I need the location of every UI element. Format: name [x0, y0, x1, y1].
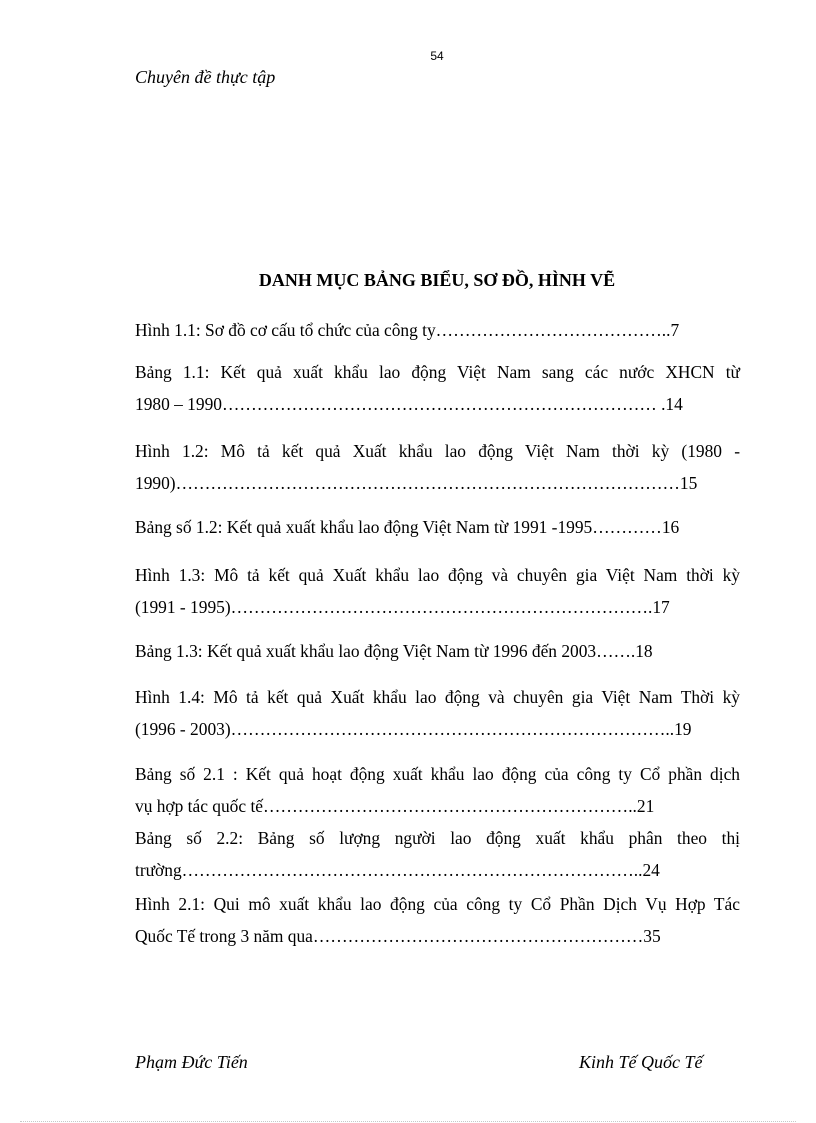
header-title: Chuyên đề thực tập [135, 67, 276, 87]
toc-entry [135, 314, 740, 346]
toc-entry-line: Hình 1.1: Sơ đồ cơ cấu tổ chức của công ty…………………………………..7 [135, 320, 680, 340]
toc-entry-line: Hình 1.2: Mô tả kết quả Xuất khẩu lao động Việt Nam thời kỳ (1980 - [135, 441, 740, 461]
toc-entry-line: 1990)……………………………………………………………………………15 [135, 473, 698, 493]
toc-entry-line: 1980 – 1990………………………………………………………………… .14 [135, 394, 683, 414]
footer-author: Phạm Đức Tiến [135, 1052, 248, 1072]
toc-entry [135, 559, 740, 623]
toc-entry-line: (1996 - 2003)…………………………………………………………………..19 [135, 719, 692, 739]
toc-heading: DANH MỤC BẢNG BIỂU, SƠ ĐỒ, HÌNH VẼ [258, 270, 616, 290]
toc-entry-line: Hình 1.3: Mô tả kết quả Xuất khẩu lao động và chuyên gia Việt Nam thời kỳ [135, 565, 740, 585]
toc-entry-line: Bảng 1.3: Kết quả xuất khẩu lao động Việt Nam từ 1996 đến 2003…….18 [135, 641, 653, 661]
toc-entry-line: Quốc Tế trong 3 năm qua…………………………………………………35 [135, 926, 661, 946]
toc-entry [135, 681, 740, 745]
toc-entry-line: Bảng số 2.1 : Kết quả hoạt động xuất khẩu lao động của công ty Cổ phần dịch [135, 764, 740, 784]
page-number: 54 [430, 49, 444, 63]
footer-department: Kinh Tế Quốc Tế [579, 1052, 703, 1072]
page-bottom-divider [20, 1121, 796, 1122]
toc-entry-line: (1991 - 1995)……………………………………………………………….17 [135, 597, 670, 617]
toc-entry [135, 888, 740, 952]
toc-entry-line: vụ hợp tác quốc tế………………………………………………………..21 [135, 796, 655, 816]
toc-entry-line: Bảng số 2.2: Bảng số lượng người lao động xuất khẩu phân theo thị [135, 828, 740, 848]
toc-entry [135, 356, 740, 420]
toc-entry-line: Bảng số 1.2: Kết quả xuất khẩu lao động Việt Nam từ 1991 -1995…………16 [135, 517, 680, 537]
toc-entry [135, 511, 740, 543]
toc-entry [135, 435, 740, 499]
toc-entry [135, 758, 740, 822]
toc-entry-line: trường……………………………………………………………………..24 [135, 860, 660, 880]
toc-entry [135, 822, 740, 886]
toc-entry-line: Hình 2.1: Qui mô xuất khẩu lao động của công ty Cổ Phần Dịch Vụ Hợp Tác [135, 894, 740, 914]
toc-entry-line: Hình 1.4: Mô tả kết quả Xuất khẩu lao động và chuyên gia Việt Nam Thời kỳ [135, 687, 740, 707]
toc-entry [135, 635, 740, 667]
toc-entry-line: Bảng 1.1: Kết quả xuất khẩu lao động Việt Nam sang các nước XHCN từ [135, 362, 740, 382]
